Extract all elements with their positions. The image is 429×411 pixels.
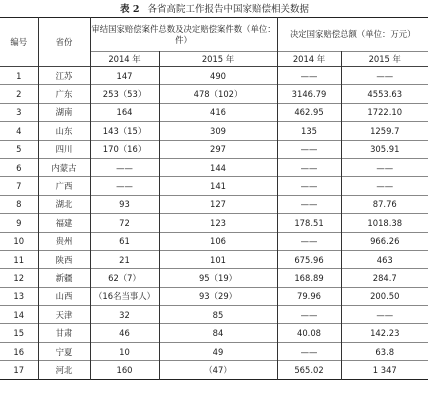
- table-row: [0, 177, 428, 195]
- header-cases-2014: 2014 年: [90, 52, 159, 67]
- row-cases-2014: ——: [90, 177, 159, 195]
- row-amount-2014: 675.96: [277, 250, 341, 268]
- row-amount-2015: 200.50: [370, 291, 400, 302]
- row-cases-2014: 147: [90, 67, 159, 85]
- table-title: 各省高院工作报告中国家赔偿相关数据: [147, 4, 309, 15]
- row-amount-2015: 463: [376, 254, 393, 265]
- header-id: 编号: [0, 18, 38, 67]
- row-cases-2015: 49: [159, 342, 277, 360]
- header-cases-2015: 2015 年: [159, 52, 277, 67]
- row-amount-2014: ——: [277, 177, 341, 195]
- row-cases-2015: 85: [159, 306, 277, 324]
- row-cases-2014: 160: [90, 361, 159, 379]
- row-province: 山东: [38, 122, 90, 140]
- row-id: 1: [0, 67, 38, 85]
- table-row: [0, 67, 428, 85]
- row-amount-2014: ——: [277, 232, 341, 250]
- table-row: [0, 250, 428, 268]
- row-cases-2014: 61: [90, 232, 159, 250]
- table-number: 表 2: [120, 4, 140, 15]
- row-id: 5: [0, 140, 38, 158]
- table-row: [0, 306, 428, 324]
- row-amount-2014: 178.51: [277, 214, 341, 232]
- row-cases-2015: 141: [159, 177, 277, 195]
- table-row: [0, 122, 428, 140]
- row-amount-2015: 1722.10: [367, 107, 403, 118]
- row-id: 17: [0, 361, 38, 379]
- row-cases-2014: 72: [90, 214, 159, 232]
- row-amount-2015: 1 347: [372, 364, 397, 375]
- row-amount-2014: ——: [277, 342, 341, 360]
- header-amount-2015: 2015 年: [341, 52, 428, 67]
- row-cases-2015: 84: [159, 324, 277, 342]
- row-amount-2015: 1018.38: [367, 217, 403, 228]
- row-province: 广东: [38, 85, 90, 103]
- table-row: [0, 85, 428, 103]
- row-cases-2014: （16名当事人）: [90, 287, 159, 305]
- row-amount-2014: ——: [277, 140, 341, 158]
- row-amount-2014: 565.02: [277, 361, 341, 379]
- table-row: [0, 158, 428, 176]
- row-province: 天津: [38, 306, 90, 324]
- row-amount-2015: ——: [376, 70, 394, 81]
- table-body: [0, 67, 428, 380]
- row-province: 陕西: [38, 250, 90, 268]
- row-province: 江苏: [38, 67, 90, 85]
- row-amount-2014: ——: [277, 306, 341, 324]
- row-cases-2014: 62（7）: [90, 269, 159, 287]
- row-province: 河北: [38, 361, 90, 379]
- row-province: 山西: [38, 287, 90, 305]
- row-cases-2015: 416: [159, 103, 277, 121]
- table-row: [0, 103, 428, 121]
- table-caption: [0, 3, 429, 17]
- row-province: 贵州: [38, 232, 90, 250]
- row-amount-2014: ——: [277, 158, 341, 176]
- row-cases-2015: 123: [159, 214, 277, 232]
- row-cases-2014: 164: [90, 103, 159, 121]
- row-amount-2015: ——: [376, 309, 394, 320]
- row-cases-2015: 101: [159, 250, 277, 268]
- row-amount-2014: 135: [277, 122, 341, 140]
- table-row: [0, 140, 428, 158]
- row-amount-2014: 462.95: [277, 103, 341, 121]
- row-amount-2015: 1259.7: [370, 125, 400, 136]
- header-province: 省份: [38, 18, 90, 67]
- row-cases-2014: ——: [90, 158, 159, 176]
- row-cases-2015: 106: [159, 232, 277, 250]
- row-province: 甘肃: [38, 324, 90, 342]
- row-province: 福建: [38, 214, 90, 232]
- row-id: 4: [0, 122, 38, 140]
- row-id: 3: [0, 103, 38, 121]
- row-province: 湖南: [38, 103, 90, 121]
- row-amount-2015: ——: [376, 162, 394, 173]
- row-id: 6: [0, 158, 38, 176]
- row-cases-2015: 127: [159, 195, 277, 213]
- table-row: [0, 361, 428, 379]
- row-amount-2015: 87.76: [372, 199, 397, 210]
- row-id: 11: [0, 250, 38, 268]
- row-cases-2014: 21: [90, 250, 159, 268]
- row-cases-2015: （47）: [159, 361, 277, 379]
- row-id: 9: [0, 214, 38, 232]
- row-id: 12: [0, 269, 38, 287]
- row-amount-2015: 142.23: [370, 328, 400, 339]
- row-cases-2014: 93: [90, 195, 159, 213]
- compensation-table: [0, 17, 428, 380]
- row-cases-2014: 253（53）: [90, 85, 159, 103]
- table-row: [0, 195, 428, 213]
- row-province: 宁夏: [38, 342, 90, 360]
- row-cases-2014: 10: [90, 342, 159, 360]
- row-id: 7: [0, 177, 38, 195]
- row-id: 2: [0, 85, 38, 103]
- row-cases-2014: 46: [90, 324, 159, 342]
- row-amount-2014: 79.96: [277, 287, 341, 305]
- row-id: 14: [0, 306, 38, 324]
- header-amount-group: 决定国家赔偿总额（单位：万元）: [289, 29, 416, 39]
- row-id: 8: [0, 195, 38, 213]
- row-cases-2015: 93（29）: [159, 287, 277, 305]
- row-province: 内蒙古: [38, 158, 90, 176]
- row-cases-2015: 144: [159, 158, 277, 176]
- row-id: 13: [0, 287, 38, 305]
- table-row: [0, 342, 428, 360]
- row-cases-2014: 32: [90, 306, 159, 324]
- table-row: [0, 324, 428, 342]
- table-row: [0, 287, 428, 305]
- row-cases-2015: 95（19）: [159, 269, 277, 287]
- row-id: 16: [0, 342, 38, 360]
- row-amount-2015: 966.26: [370, 236, 400, 247]
- row-amount-2014: ——: [277, 195, 341, 213]
- table-row: [0, 214, 428, 232]
- row-cases-2015: 478（102）: [159, 85, 277, 103]
- row-amount-2015: 284.7: [372, 272, 397, 283]
- row-amount-2014: 168.89: [277, 269, 341, 287]
- row-amount-2015: 63.8: [375, 346, 395, 357]
- row-cases-2015: 297: [159, 140, 277, 158]
- row-province: 新疆: [38, 269, 90, 287]
- row-amount-2015: 305.91: [370, 144, 400, 155]
- table-row: [0, 269, 428, 287]
- header-amount-2014: 2014 年: [277, 52, 341, 67]
- row-cases-2014: 170（16）: [90, 140, 159, 158]
- row-cases-2015: 309: [159, 122, 277, 140]
- row-amount-2014: 40.08: [277, 324, 341, 342]
- header-cases-group: 审结国家赔偿案件总数及决定赔偿案件数（单位：件）: [90, 18, 277, 52]
- row-province: 广西: [38, 177, 90, 195]
- row-province: 四川: [38, 140, 90, 158]
- row-cases-2014: 143（15）: [90, 122, 159, 140]
- row-province: 湖北: [38, 195, 90, 213]
- row-cases-2015: 490: [159, 67, 277, 85]
- row-amount-2015: ——: [376, 181, 394, 192]
- table-row: [0, 232, 428, 250]
- row-amount-2014: ——: [277, 67, 341, 85]
- row-id: 15: [0, 324, 38, 342]
- row-id: 10: [0, 232, 38, 250]
- row-amount-2015: 4553.63: [367, 89, 403, 100]
- row-amount-2014: 3146.79: [277, 85, 341, 103]
